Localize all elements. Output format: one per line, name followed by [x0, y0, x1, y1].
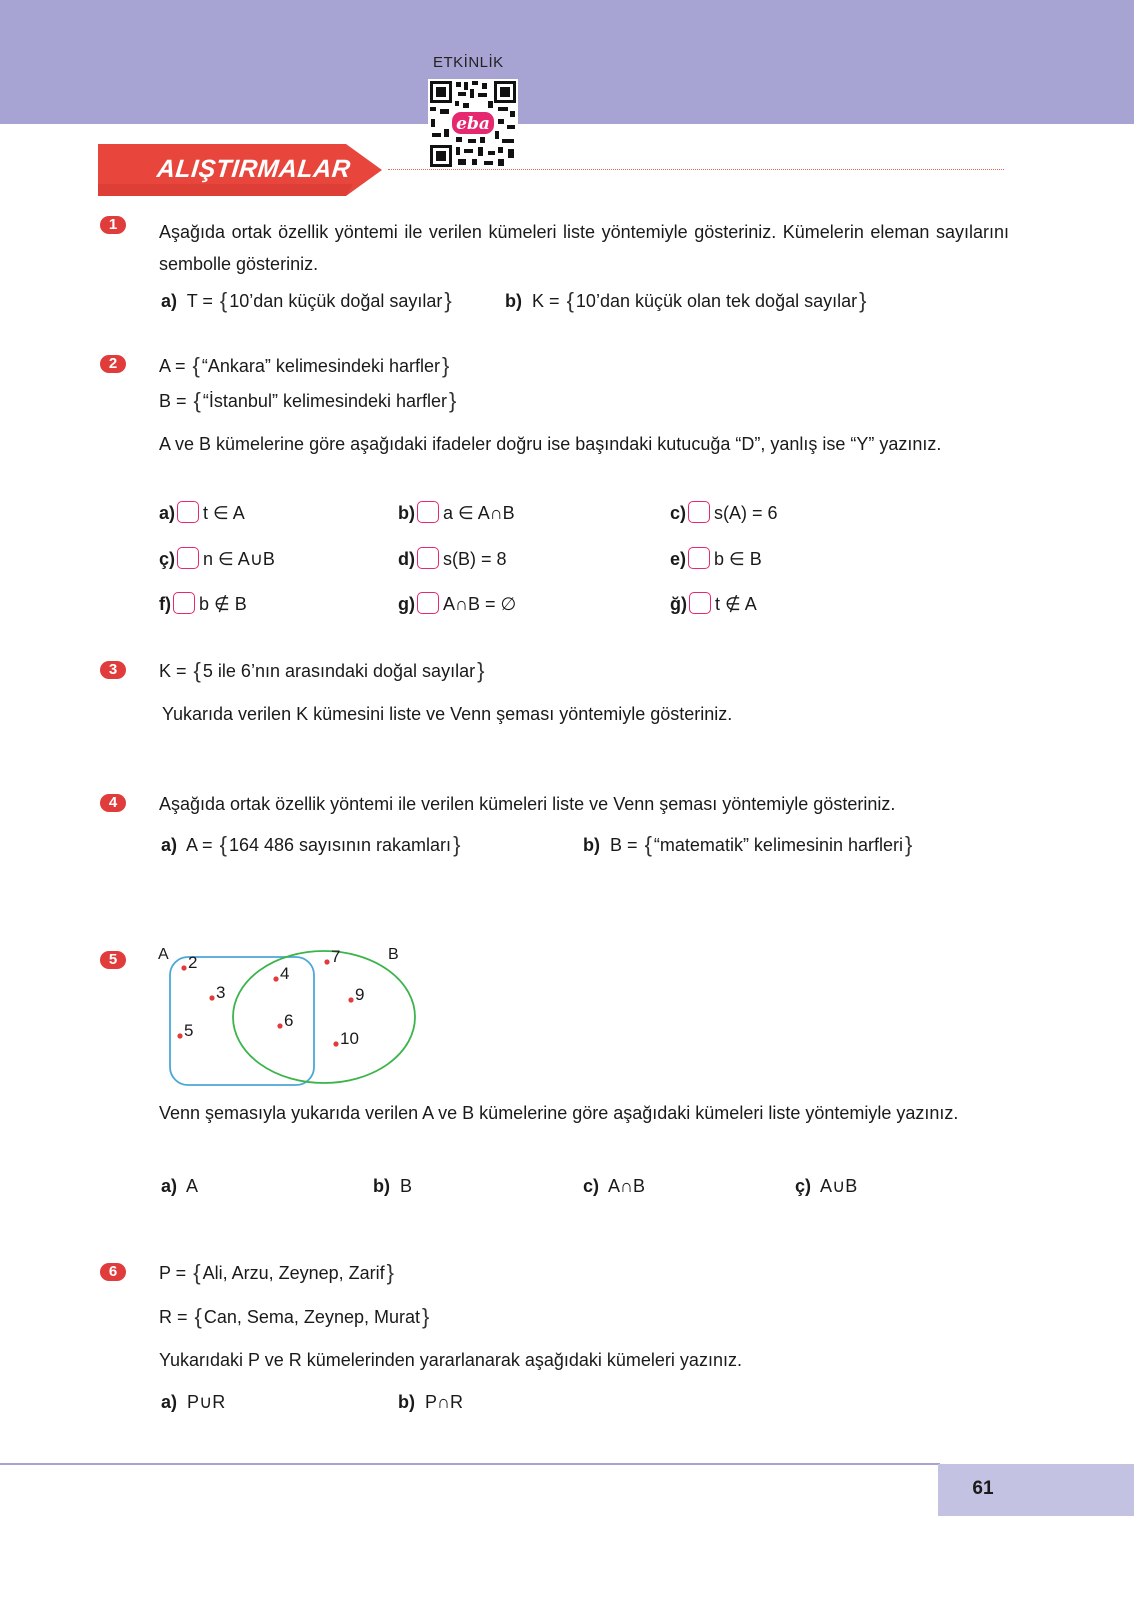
q2-item: c) s(A) = 6 — [670, 503, 778, 523]
section-title: ALIŞTIRMALAR — [155, 155, 353, 183]
question-number-2: 2 — [100, 355, 126, 373]
q5-item: c) A∩B — [583, 1176, 645, 1196]
q5-item: a) A — [161, 1176, 199, 1196]
q2-item: ç) n ∈ A∪B — [159, 549, 275, 569]
answer-box[interactable] — [689, 592, 711, 614]
etkinlik-label: ETKİNLİK — [433, 54, 504, 71]
q1-item-b: b) K = { 10’dan küçük olan tek doğal sayılar} — [505, 288, 867, 313]
dotted-divider — [388, 169, 1004, 170]
q2-set-a: A = { “Ankara” kelimesindeki harfler} — [159, 353, 450, 378]
q4-text: Aşağıda ortak özellik yöntemi ile verilen kümeleri liste ve Venn şeması yöntemiyle gösteriniz. — [159, 794, 896, 814]
venn-diagram — [150, 945, 430, 1095]
venn-element-dot — [348, 997, 353, 1002]
venn-element-label: 4 — [280, 964, 290, 983]
q3-set-k: K = { 5 ile 6’nın arasındaki doğal sayılar} — [159, 658, 485, 683]
venn-element-dot — [181, 965, 186, 970]
venn-element-label: 7 — [331, 947, 341, 966]
q1-text: Aşağıda ortak özellik yöntemi ile verilen kümeleri liste yöntemiyle gösteriniz. Kümelerin eleman sayılarını sembolle gösteriniz. — [159, 222, 1009, 274]
set-b-region — [233, 951, 415, 1083]
q5-item: b) B — [373, 1176, 413, 1196]
answer-box[interactable] — [688, 547, 710, 569]
q2-item: d) s(B) = 8 — [398, 549, 507, 569]
qr-logo-text: eba — [456, 114, 490, 134]
q6-set-p: P = { Ali, Arzu, Zeynep, Zarif} — [159, 1260, 395, 1285]
question-number-6: 6 — [100, 1263, 126, 1281]
q2-instruction: A ve B kümelerine göre aşağıdaki ifadeler doğru ise başındaki kutucuğa “D”, yanlış ise “Y” yazınız. — [159, 434, 942, 454]
page-number: 61 — [972, 1478, 994, 1499]
venn-element-label: 6 — [284, 1011, 294, 1030]
question-number-4: 4 — [100, 794, 126, 812]
venn-element-dot — [324, 959, 329, 964]
answer-box[interactable] — [173, 592, 195, 614]
q2-item: a) t ∈ A — [159, 503, 245, 523]
footer-line — [0, 1463, 940, 1465]
q2-item: ğ) t ∉ A — [670, 594, 757, 614]
q5-instruction: Venn şemasıyla yukarıda verilen A ve B kümelerine göre aşağıdaki kümeleri liste yöntemiyle yazınız. — [159, 1103, 959, 1123]
venn-element-dot — [177, 1033, 182, 1038]
qr-code[interactable] — [428, 79, 518, 169]
set-b-label: B — [388, 946, 399, 963]
question-number-1: 1 — [100, 216, 126, 234]
question-number-5: 5 — [100, 951, 126, 969]
q6-item-a: a) P∪R — [161, 1392, 226, 1412]
answer-box[interactable] — [417, 592, 439, 614]
q1-item-a: a) T = { 10’dan küçük doğal sayılar} — [161, 288, 452, 313]
venn-element-label: 10 — [340, 1029, 359, 1048]
q2-set-b: B = { “İstanbul” kelimesindeki harfler} — [159, 388, 457, 413]
venn-element-dot — [209, 995, 214, 1000]
q2-item: e) b ∈ B — [670, 549, 762, 569]
q2-item: g) A∩B = ∅ — [398, 594, 517, 614]
answer-box[interactable] — [177, 547, 199, 569]
answer-box[interactable] — [688, 501, 710, 523]
q3-instruction: Yukarıda verilen K kümesini liste ve Venn şeması yöntemiyle gösteriniz. — [162, 704, 733, 724]
venn-element-label: 9 — [355, 985, 365, 1004]
answer-box[interactable] — [177, 501, 199, 523]
q6-item-b: b) P∩R — [398, 1392, 463, 1412]
q4-item-a: a) A = { 164 486 sayısının rakamları} — [161, 832, 461, 857]
answer-box[interactable] — [417, 547, 439, 569]
question-number-3: 3 — [100, 661, 126, 679]
venn-element-label: 2 — [188, 953, 198, 972]
q5-item: ç) A∪B — [795, 1176, 858, 1196]
venn-element-label: 3 — [216, 983, 226, 1002]
venn-element-dot — [273, 976, 278, 981]
q6-instruction: Yukarıdaki P ve R kümelerinden yararlanarak aşağıdaki kümeleri yazınız. — [159, 1350, 742, 1370]
q2-item: b) a ∈ A∩B — [398, 503, 515, 523]
venn-element-dot — [277, 1023, 282, 1028]
q6-set-r: R = { Can, Sema, Zeynep, Murat} — [159, 1304, 430, 1329]
q2-item: f) b ∉ B — [159, 594, 247, 614]
venn-element-label: 5 — [184, 1021, 194, 1040]
venn-element-dot — [333, 1041, 338, 1046]
set-a-label: A — [158, 946, 169, 963]
header-band — [0, 0, 1134, 124]
q4-item-b: b) B = { “matematik” kelimesinin harfleri} — [583, 832, 913, 857]
answer-box[interactable] — [417, 501, 439, 523]
